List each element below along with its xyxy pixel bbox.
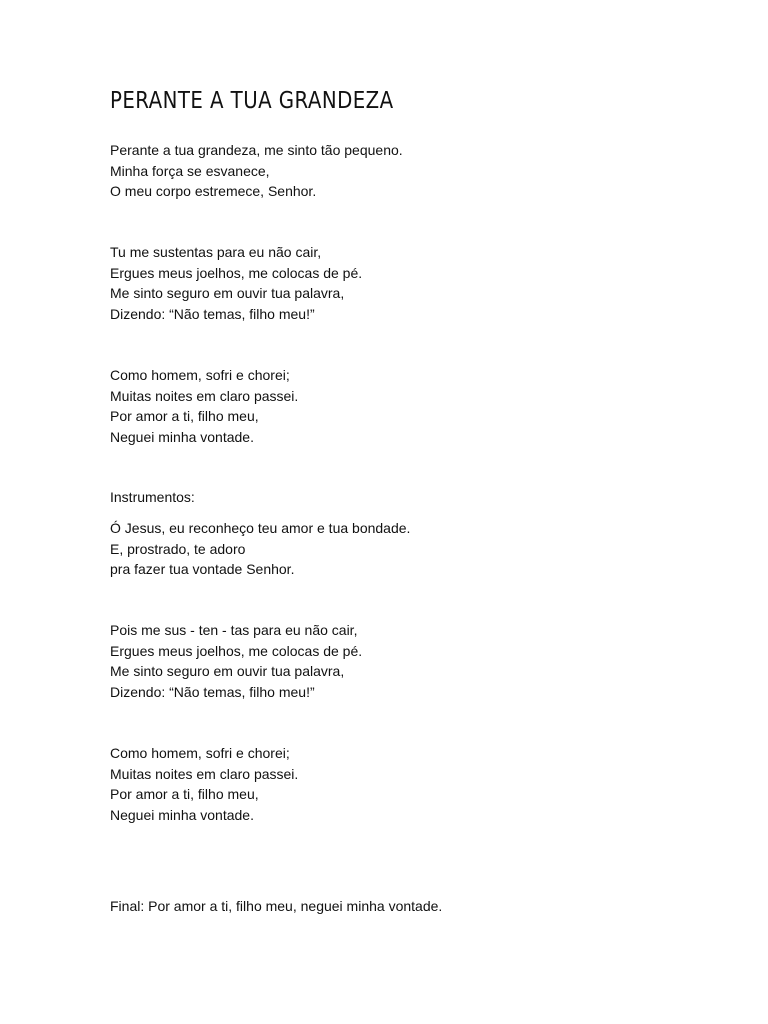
final-line: Final: Por amor a ti, filho meu, neguei minha vontade. xyxy=(110,898,443,914)
lyric-line: Por amor a ti, filho meu, xyxy=(110,786,259,803)
stanza-5 xyxy=(110,620,362,703)
lyric-line: Ergues meus joelhos, me colocas de pé. xyxy=(110,264,363,281)
lyric-line: Dizendo: “Não temas, filho meu!” xyxy=(110,684,315,701)
lyric-line: Pois me sus - ten - tas para eu não cair, xyxy=(110,622,358,638)
document-page xyxy=(110,0,710,1024)
lyric-line: E, prostrado, te adoro xyxy=(110,540,246,557)
lyric-line: pra fazer tua vontade Senhor. xyxy=(110,561,295,578)
final-line-block xyxy=(110,896,442,917)
lyric-line: Tu me sustentas para eu não cair, xyxy=(110,244,322,260)
lyric-line: Neguei minha vontade. xyxy=(110,429,254,446)
instruments-label-block xyxy=(110,487,195,508)
lyric-line: Por amor a ti, filho meu, xyxy=(110,408,259,425)
lyric-line: Neguei minha vontade. xyxy=(110,807,254,824)
stanza-2 xyxy=(110,242,362,325)
stanza-6 xyxy=(110,743,298,826)
stanza-1 xyxy=(110,140,403,202)
song-title: PERANTE A TUA GRANDEZA xyxy=(110,88,394,114)
lyric-line: Dizendo: “Não temas, filho meu!” xyxy=(110,306,315,323)
lyric-line: Como homem, sofri e chorei; xyxy=(110,367,290,383)
lyric-line: O meu corpo estremece, Senhor. xyxy=(110,183,317,200)
section-label: Instrumentos: xyxy=(110,489,195,505)
lyric-line: Muitas noites em claro passei. xyxy=(110,765,299,782)
lyric-line: Perante a tua grandeza, me sinto tão pequeno. xyxy=(110,142,403,158)
lyric-line: Me sinto seguro em ouvir tua palavra, xyxy=(110,663,345,680)
lyric-line: Minha força se esvanece, xyxy=(110,162,270,179)
lyric-line: Como homem, sofri e chorei; xyxy=(110,745,290,761)
lyric-line: Ergues meus joelhos, me colocas de pé. xyxy=(110,642,363,659)
lyric-line: Ó Jesus, eu reconheço teu amor e tua bondade. xyxy=(110,520,411,536)
lyric-line: Muitas noites em claro passei. xyxy=(110,387,299,404)
stanza-4 xyxy=(110,518,410,580)
stanza-3 xyxy=(110,365,298,448)
lyric-line: Me sinto seguro em ouvir tua palavra, xyxy=(110,285,345,302)
